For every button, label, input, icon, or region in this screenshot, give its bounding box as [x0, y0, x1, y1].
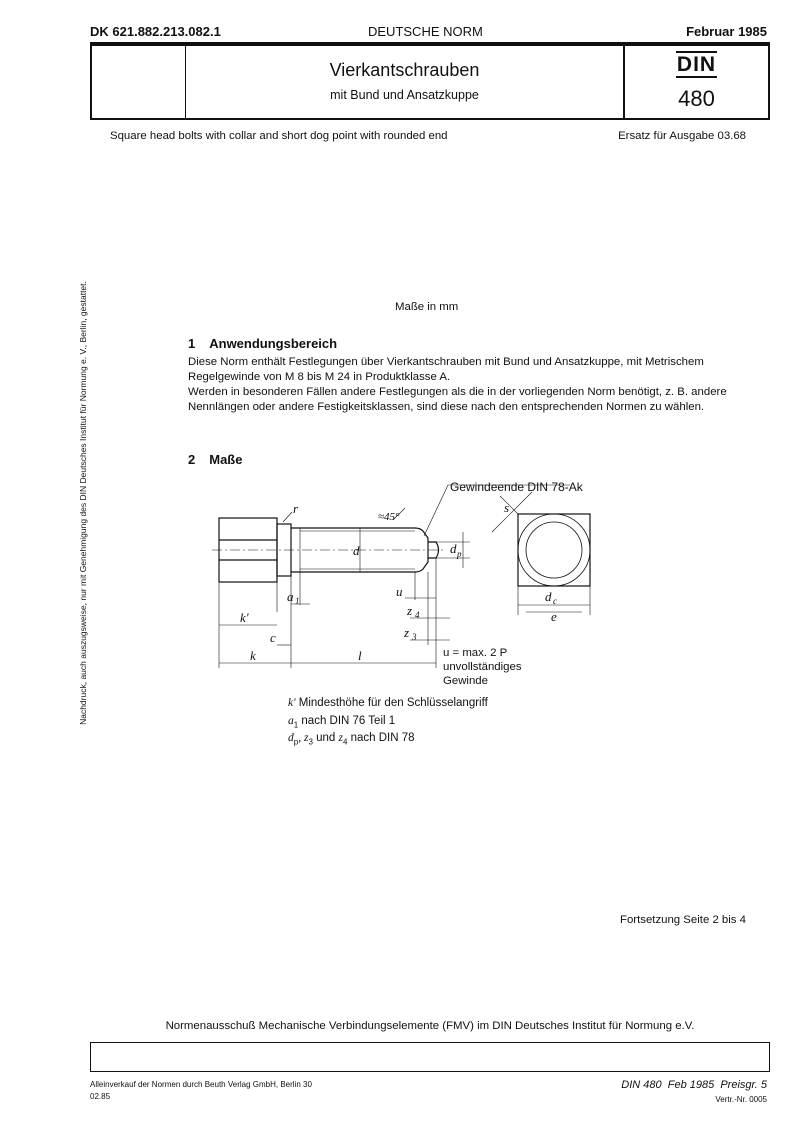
legend-text: Mindesthöhe für den Schlüsselangriff	[295, 697, 488, 709]
u-note-3: Gewinde	[443, 675, 488, 687]
label-d: d	[353, 543, 360, 558]
issue-date: Februar 1985	[686, 24, 767, 39]
legend-sub: p	[293, 737, 299, 747]
section-1-paragraph: Werden in besonderen Fällen andere Festlegungen als die in der vorliegenden Norm benötigt, z. B. andere Nennlängen oder andere Festigkeitsklassen, sind diese nach den entsprechenden Normen zu wählen.	[188, 386, 727, 413]
continuation-note: Fortsetzung Seite 2 bis 4	[620, 914, 746, 926]
vertr-number: Vertr.-Nr. 0005	[715, 1095, 767, 1104]
dk-number: DK 621.882.213.082.1	[90, 24, 221, 39]
label-l: l	[358, 648, 362, 663]
legend-symbol: z	[338, 732, 343, 744]
section-1-paragraph: Diese Norm enthält Festlegungen über Vierkantschrauben mit Bund und Ansatzkuppe, mit Metrischem Regelgewinde von M 8 bis M 24 in Produktklasse A.	[188, 356, 704, 383]
replaces-note: Ersatz für Ausgabe 03.68	[618, 130, 746, 142]
label-kp: k'	[240, 610, 249, 625]
label-k: k	[250, 648, 256, 663]
label-e: e	[551, 609, 557, 624]
legend-item	[288, 715, 395, 729]
din-number: 480	[678, 86, 715, 111]
label-z3-sub: 3	[412, 632, 417, 642]
label-c: c	[270, 630, 276, 645]
label-r: r	[293, 501, 299, 516]
section-2-title: Maße	[209, 452, 243, 467]
legend-symbol: a	[288, 715, 294, 727]
label-z4: z	[407, 603, 413, 618]
din-logo: DIN	[676, 53, 717, 76]
committee-line: Normenausschuß Mechanische Verbindungselemente (FMV) im DIN Deutsches Institut für Normung e.V.	[165, 1020, 695, 1032]
section-1-title: Anwendungsbereich	[209, 336, 338, 351]
doc-title: Vierkantschrauben	[329, 60, 480, 80]
legend-item	[288, 697, 488, 709]
label-dp-sub: p	[457, 549, 462, 559]
legend-text: und	[312, 732, 339, 744]
u-note: u = max. 2 P	[443, 647, 508, 659]
legend-symbol: k'	[288, 697, 296, 709]
issue-code: 02.85	[90, 1092, 111, 1101]
side-copyright-note: Nachdruck, auch auszugsweise, nur mit Genehmigung des DIN Deutsches Institut für Normung e. V., Berlin, gestattet.	[78, 281, 88, 725]
label-a1-sub: 1	[295, 596, 300, 606]
sales-note: Alleinverkauf der Normen durch Beuth Verlag GmbH, Berlin 30	[90, 1080, 312, 1089]
u-note-2: unvollständiges	[443, 661, 522, 673]
label-s: s	[504, 500, 510, 515]
legend-symbol: d	[288, 732, 294, 744]
thread-end-label: Gewindeende DIN 78-Ak	[450, 480, 583, 494]
label-dc-sub: c	[553, 596, 557, 606]
label-z3: z	[404, 625, 410, 640]
legend-sub: 4	[342, 737, 348, 747]
label-z4-sub: 4	[415, 610, 420, 620]
label-dc: d	[545, 589, 552, 604]
section-2-number: 2	[188, 452, 196, 467]
label-dp: d	[450, 541, 457, 556]
legend-text: nach DIN 76 Teil 1	[298, 715, 396, 727]
norm-type: DEUTSCHE NORM	[368, 24, 483, 39]
footer-ref: DIN 480 Feb 1985 Preisgr. 5	[621, 1079, 767, 1091]
legend-item	[288, 732, 415, 746]
label-u: u	[396, 584, 403, 599]
section-1-number: 1	[188, 336, 196, 351]
legend-sub: 1	[293, 720, 299, 730]
english-title: Square head bolts with collar and short dog point with rounded end	[110, 130, 448, 142]
label-angle: ≈45°	[378, 511, 400, 523]
footer-frame	[90, 1042, 770, 1072]
doc-subtitle: mit Bund und Ansatzkuppe	[330, 88, 479, 102]
label-a1: a	[287, 589, 294, 604]
legend-sub: 3	[308, 737, 313, 747]
legend-symbol: , z	[298, 732, 309, 744]
units-note: Maße in mm	[395, 301, 459, 313]
legend-text: nach DIN 78	[347, 732, 415, 744]
